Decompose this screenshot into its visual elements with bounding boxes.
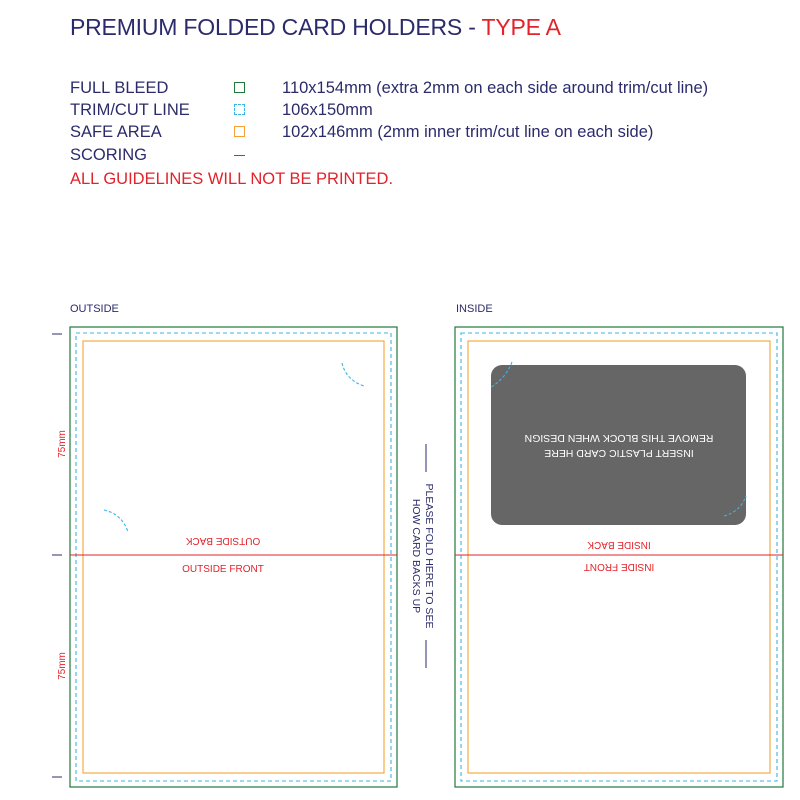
fold-note-line-2: HOW CARD BACKS UP xyxy=(410,498,422,614)
outside-trim-cut-line xyxy=(76,333,391,781)
guidelines-note: ALL GUIDELINES WILL NOT BE PRINTED. xyxy=(70,170,394,188)
legend-name: TRIM/CUT LINE xyxy=(70,101,190,119)
dimension-label-bottom: 75mm xyxy=(57,652,68,680)
inside-panel-label: INSIDE xyxy=(456,303,493,315)
outside-back-label: OUTSIDE BACK xyxy=(185,535,261,546)
title-main: PREMIUM FOLDED CARD HOLDERS - xyxy=(70,14,482,40)
fold-note-line-1: PLEASE FOLD HERE TO SEE xyxy=(423,483,435,629)
legend-desc: 110x154mm (extra 2mm on each side around trim/cut line) xyxy=(282,79,709,97)
dimension-label-top: 75mm xyxy=(57,430,68,458)
inside-back-label: INSIDE BACK xyxy=(587,539,651,550)
outside-safe-area-line xyxy=(83,341,384,773)
outside-full-bleed-line xyxy=(70,327,397,787)
dimension-markers xyxy=(52,334,68,777)
outside-panel-label: OUTSIDE xyxy=(70,303,119,315)
card-block-line-2: REMOVE THIS BLOCK WHEN DESIGN xyxy=(524,432,714,444)
legend-desc: 102x146mm (2mm inner trim/cut line on each side) xyxy=(282,123,654,141)
card-block-line-1: INSERT PLASTIC CARD HERE xyxy=(544,447,694,459)
legend-name: SCORING xyxy=(70,146,148,164)
inside-front-label: INSIDE FRONT xyxy=(583,561,655,572)
legend-desc: 106x150mm xyxy=(282,101,373,119)
legend-name: FULL BLEED xyxy=(70,79,169,97)
inside-panel xyxy=(455,327,783,787)
fold-note xyxy=(410,444,435,668)
plastic-card-block xyxy=(491,365,746,525)
outside-card-slit-bottom xyxy=(104,510,128,532)
legend-name: SAFE AREA xyxy=(70,123,162,141)
outside-front-label: OUTSIDE FRONT xyxy=(182,564,264,575)
outside-card-slit-top xyxy=(342,363,364,386)
title-accent: TYPE A xyxy=(481,14,561,40)
outside-panel xyxy=(70,327,397,787)
